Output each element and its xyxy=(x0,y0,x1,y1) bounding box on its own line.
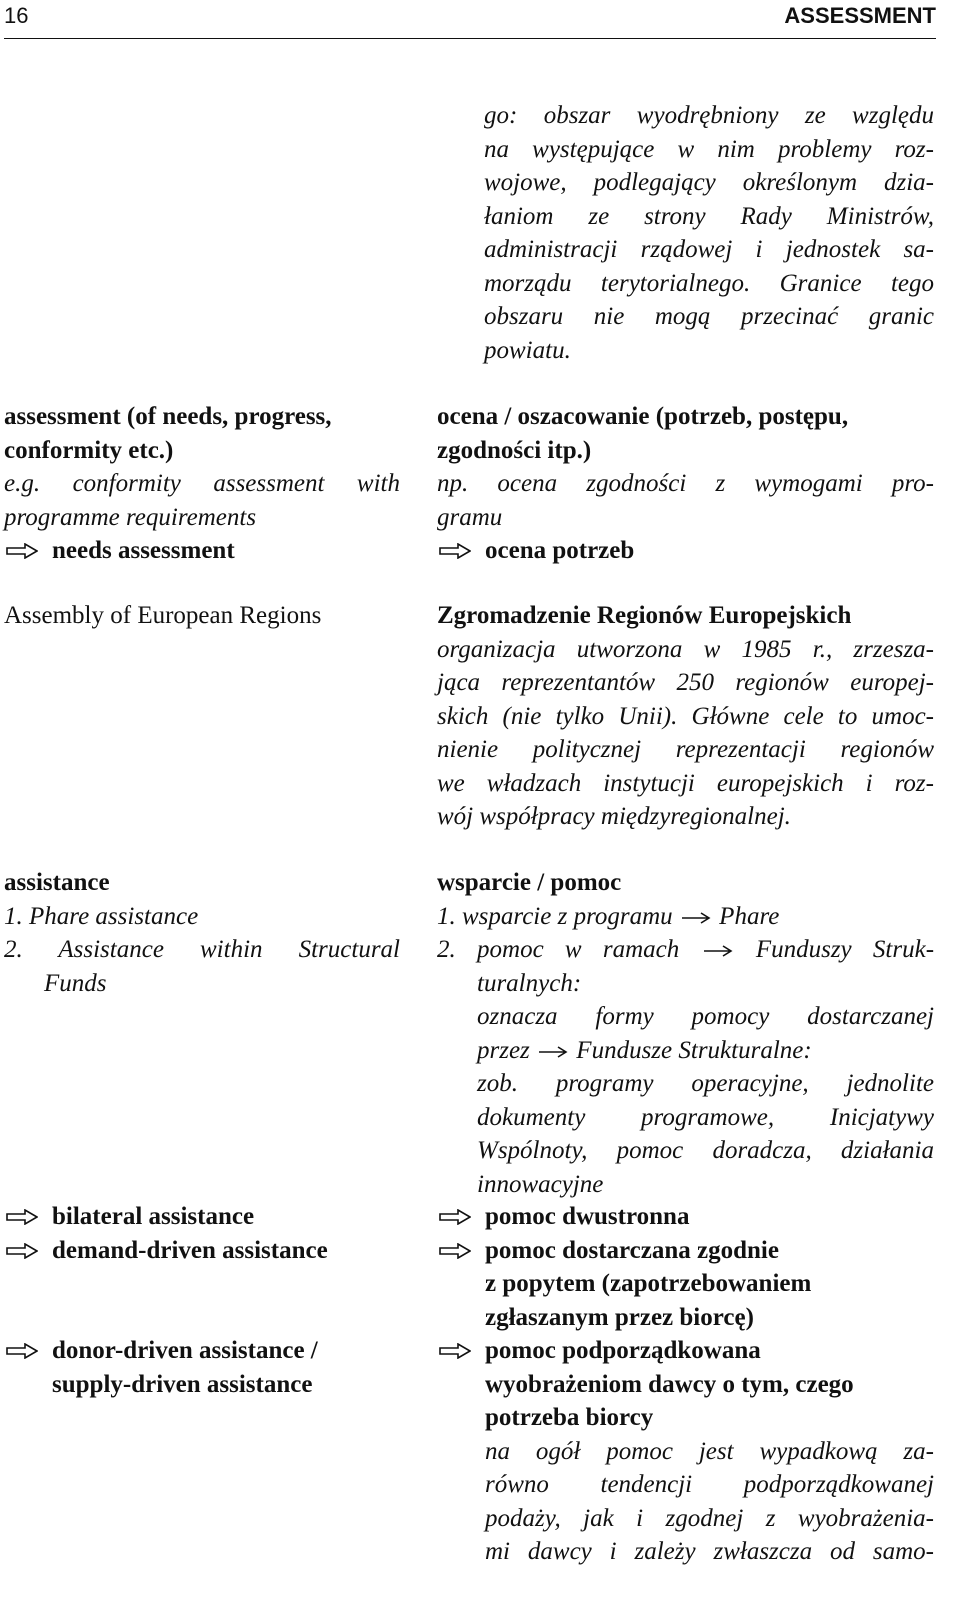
entry-assessment-pl xyxy=(437,400,934,568)
xref-pl-label: pomoc dostarczana zgodnie xyxy=(485,1236,779,1264)
xref-pl-label: wyobrażeniom dawcy o tym, czego xyxy=(485,1370,854,1398)
entry-assistance-en xyxy=(4,866,400,1000)
sense-pl: Wspólnoty, pomoc doradcza, działania xyxy=(477,1137,934,1164)
hollow-arrow-icon xyxy=(439,1209,471,1225)
desc-pl: organizacja utworzona w 1985 r., zrzesza- xyxy=(437,635,934,663)
example-pl: gramu xyxy=(437,503,503,531)
hollow-arrow-icon xyxy=(439,1343,471,1359)
note-pl: mi dawcy i zależy zwłaszcza od samo- xyxy=(485,1538,934,1565)
hollow-arrow-icon xyxy=(439,543,471,559)
xref-pl-label: ocena potrzeb xyxy=(485,537,635,564)
sense-pl: dokumenty programowe, Inicjatywy xyxy=(477,1103,934,1131)
xref-en-label: needs assessment xyxy=(52,537,235,564)
xref-en-label: demand-driven assistance xyxy=(52,1236,328,1264)
sense-pl: turalnych: xyxy=(477,969,582,997)
sense-pl: zob. programy operacyjne, jednolite xyxy=(477,1070,934,1097)
continuation-line: na występujące w nim problemy roz- xyxy=(484,135,934,163)
sense-pl xyxy=(437,900,934,934)
continuation-line: wojowe, podlegający określonym dzia- xyxy=(484,169,934,196)
term-en: Assembly of European Regions xyxy=(4,602,322,629)
desc-pl: wój współpracy międzyregionalnej. xyxy=(437,803,791,830)
running-head: ASSESSMENT xyxy=(784,3,936,28)
sense-pl: innowacyjne xyxy=(477,1170,604,1198)
note-pl: na ogół pomoc jest wypadkową za- xyxy=(485,1437,934,1465)
page-number: 16 xyxy=(4,3,29,28)
xref-pl-label: pomoc dwustronna xyxy=(485,1203,690,1230)
continuation-line: morządu terytorialnego. Granice tego xyxy=(484,269,934,297)
arrow-right-icon xyxy=(681,910,711,926)
continuation-line: łaniom ze strony Rady Ministrów, xyxy=(484,202,934,230)
arrow-right-icon xyxy=(538,1044,568,1060)
continuation-line: go: obszar wyodrębniony ze względu xyxy=(484,102,934,129)
term-pl: wsparcie / pomoc xyxy=(437,869,622,896)
sense-pl-text: Phare xyxy=(719,902,780,930)
xref-donor-en xyxy=(4,1334,400,1401)
sense-pl: oznacza formy pomocy dostarczanej xyxy=(477,1003,934,1030)
entry-assembly-pl xyxy=(437,599,934,834)
sense-en: 1. Phare assistance xyxy=(4,902,199,930)
term-pl: ocena / oszacowanie (potrzeb, postępu, xyxy=(437,403,849,430)
desc-pl: we władzach instytucji europejskich i roz- xyxy=(437,769,934,797)
entry-assembly-en xyxy=(4,599,400,633)
xref-bilateral-en xyxy=(4,1200,400,1267)
example-en: e.g. conformity assessment with xyxy=(4,470,400,497)
continuation-line: obszaru nie mogą przecinać granic xyxy=(484,303,934,330)
sense-en: Funds xyxy=(44,969,107,997)
sense-pl-text: Funduszy Struk- xyxy=(755,936,935,963)
xref-en xyxy=(4,534,400,568)
hollow-arrow-icon xyxy=(6,1343,38,1359)
arrow-right-icon xyxy=(703,943,733,959)
note-pl: podaży, jak i zgodnej z wyobrażenia- xyxy=(485,1504,934,1532)
hollow-arrow-icon xyxy=(6,1243,38,1259)
example-pl: np. ocena zgodności z wymogami pro- xyxy=(437,470,934,497)
desc-pl: skich (nie tylko Unii). Główne cele to umoc- xyxy=(437,702,934,730)
xref-pl-label: zgłaszanym przez biorcę) xyxy=(485,1303,754,1331)
term-pl: Zgromadzenie Regionów Europejskich xyxy=(437,602,852,629)
xref-donor-pl xyxy=(437,1334,934,1569)
sense-en: 2. Assistance within Structural xyxy=(4,936,400,963)
sense-pl xyxy=(437,1034,934,1068)
sense-pl-text: przez xyxy=(477,1036,530,1064)
desc-pl: jąca reprezentantów 250 regionów europej- xyxy=(437,669,934,696)
sense-pl-text: Fundusze Strukturalne: xyxy=(576,1036,812,1064)
desc-pl: nienie politycznej reprezentacji regionów xyxy=(437,736,934,763)
xref-bilateral-pl xyxy=(437,1200,934,1334)
term-en: conformity etc.) xyxy=(4,436,174,464)
continuation-line: powiatu. xyxy=(484,336,571,364)
term-pl: zgodności itp.) xyxy=(437,436,592,464)
hollow-arrow-icon xyxy=(6,1209,38,1225)
sense-pl-text: 1. wsparcie z programu xyxy=(437,902,673,930)
sense-pl xyxy=(437,933,934,967)
note-pl: równo tendencji podporządkowanej xyxy=(485,1471,934,1498)
continuation-block xyxy=(437,99,934,367)
term-en: assistance xyxy=(4,869,110,896)
entry-assistance-pl xyxy=(437,866,934,1201)
term-en: assessment (of needs, progress, xyxy=(4,403,332,430)
example-en: programme requirements xyxy=(4,503,257,531)
xref-en-label: bilateral assistance xyxy=(52,1203,255,1230)
continuation-line: administracji rządowej i jednostek sa- xyxy=(484,236,934,263)
xref-pl xyxy=(437,534,934,568)
page-header xyxy=(4,0,936,39)
xref-en-label: supply-driven assistance xyxy=(52,1370,313,1398)
hollow-arrow-icon xyxy=(439,1243,471,1259)
xref-pl-label: z popytem (zapotrzebowaniem xyxy=(485,1270,812,1297)
hollow-arrow-icon xyxy=(6,543,38,559)
xref-pl-label: potrzeba biorcy xyxy=(485,1404,654,1431)
entry-assessment-en xyxy=(4,400,400,568)
xref-pl-label: pomoc podporządkowana xyxy=(485,1337,761,1364)
sense-pl-text: 2. pomoc w ramach xyxy=(437,936,680,963)
xref-en-label: donor-driven assistance / xyxy=(52,1337,318,1364)
